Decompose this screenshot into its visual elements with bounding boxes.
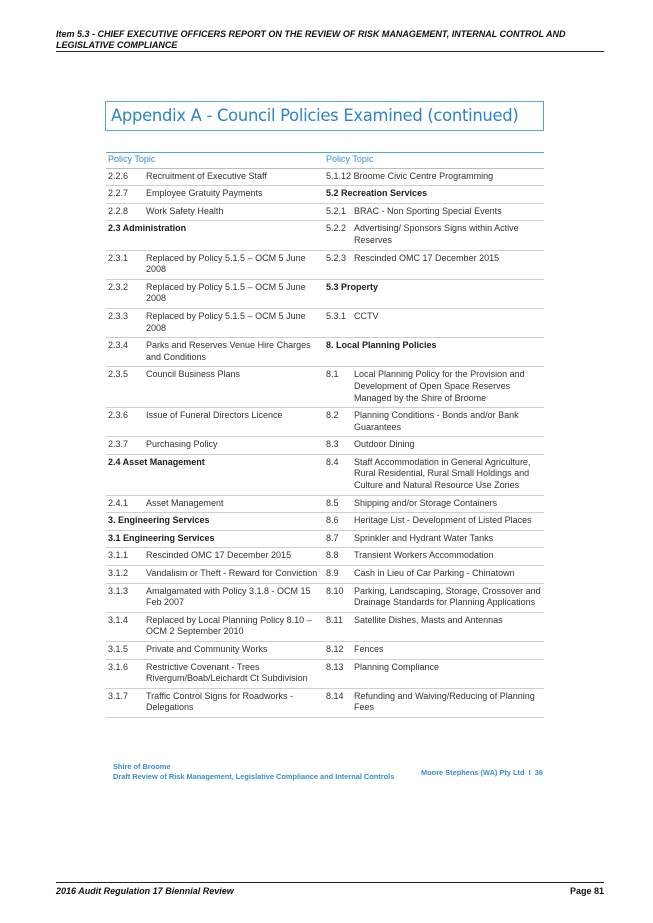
footer-org: Shire of Broome [113,762,171,771]
policy-number: 2.3.7 [106,437,144,455]
appendix-title: Appendix A - Council Policies Examined (continued) [105,101,544,131]
policy-title: Advertising/ Sponsors Signs within Active Reserves [352,221,544,250]
policy-title: Staff Accommodation in General Agriculture, Rural Residential, Rural Small Holdings and Culture and Natural Resource Use Zones [352,454,544,495]
policy-title: Local Planning Policy for the Provision and Development of Open Space Reserves Managed by the Shire of Broome [352,367,544,408]
policy-title: Outdoor Dining [352,437,544,455]
policy-number: 8.14 [324,688,352,717]
table-row [106,168,544,186]
footer-page: 36 [534,768,543,777]
policy-title: Council Business Plans [144,367,324,408]
table-row [106,495,544,513]
policy-title: Private and Community Works [144,642,324,660]
header-divider [56,51,604,52]
table-row [106,530,544,548]
policy-title: Parking, Landscaping, Storage, Crossover and Drainage Standards for Planning Applications [352,583,544,612]
table-row [106,566,544,584]
table-body [106,168,544,717]
table-row [106,454,544,495]
section-heading: 2.3 Administration [106,221,324,250]
policy-number: 3.1.2 [106,566,144,584]
policy-title: Transient Workers Accommodation [352,548,544,566]
policy-number: 8.5 [324,495,352,513]
policy-number: 8.10 [324,583,352,612]
report-footer-right [421,768,543,777]
policy-number: 3.1.3 [106,583,144,612]
policy-number: 8.1 [324,367,352,408]
policy-title: Restrictive Covenant - Trees Rivergum/Boab/Leichardt Ct Subdivision [144,659,324,688]
table-row [106,367,544,408]
footer-divider [56,882,604,883]
policy-title: Shipping and/or Storage Containers [352,495,544,513]
policy-title: Satellite Dishes, Masts and Antennas [352,612,544,641]
agenda-item-header: Item 5.3 - CHIEF EXECUTIVE OFFICERS REPORT ON THE REVIEW OF RISK MANAGEMENT, INTERNAL CONTROL AND LEGISLATIVE COMPLIANCE [56,29,566,50]
policy-title: Work Safety Health [144,203,324,221]
policy-number: 8.3 [324,437,352,455]
policy-title: CCTV [352,308,544,337]
policy-title: Employee Gratuity Payments [144,186,324,204]
footer-separator: I [528,768,531,777]
policy-title: BRAC - Non Sporting Special Events [352,203,544,221]
policy-title: Fences [352,642,544,660]
policy-title: Broome Civic Centre Programming [353,170,494,181]
policy-number: 8.8 [324,548,352,566]
policy-title: Cash in Lieu of Car Parking - Chinatown [352,566,544,584]
table-row [106,437,544,455]
policy-entry [324,168,544,186]
policy-number: 2.3.1 [106,250,144,279]
policy-title: Rescinded OMC 17 December 2015 [352,250,544,279]
policy-title: Replaced by Policy 5.1.5 – OCM 5 June 2008 [144,250,324,279]
policy-number: 3.1.6 [106,659,144,688]
policy-number: 8.4 [324,454,352,495]
table-row [106,186,544,204]
policy-title: Amalgamated with Policy 3.1.8 - OCM 15 Feb 2007 [144,583,324,612]
policy-number: 8.6 [324,513,352,531]
table-row [106,203,544,221]
col2-header: Policy Topic [324,153,544,169]
policy-number: 3.1.4 [106,612,144,641]
policy-title: Sprinkler and Hydrant Water Tanks [352,530,544,548]
policy-number: 8.12 [324,642,352,660]
table-row [106,308,544,337]
policy-number: 5.3.1 [324,308,352,337]
policy-title: Issue of Funeral Directors Licence [144,408,324,437]
table-row [106,279,544,308]
section-heading: 5.3 Property [324,279,544,308]
policy-title: Replaced by Local Planning Policy 8.10 – OCM 2 September 2010 [144,612,324,641]
table-row [106,513,544,531]
policy-title: Asset Management [144,495,324,513]
policy-title: Replaced by Policy 5.1.5 – OCM 5 June 2008 [144,308,324,337]
policy-number: 8.13 [324,659,352,688]
table-row [106,408,544,437]
policy-number: 8.7 [324,530,352,548]
table-row [106,338,544,367]
policy-number: 8.11 [324,612,352,641]
policy-number: 5.2.1 [324,203,352,221]
table-row [106,583,544,612]
policy-title: Traffic Control Signs for Roadworks - Delegations [144,688,324,717]
policy-title: Refunding and Waiving/Reducing of Planning Fees [352,688,544,717]
section-heading: 3. Engineering Services [106,513,324,531]
policy-number: 2.2.6 [106,168,144,186]
policy-title: Replaced by Policy 5.1.5 – OCM 5 June 2008 [144,279,324,308]
policy-number: 2.2.8 [106,203,144,221]
policy-number: 2.4.1 [106,495,144,513]
policy-title: Rescinded OMC 17 December 2015 [144,548,324,566]
table-row [106,548,544,566]
footer-doc-title: Draft Review of Risk Management, Legislative Compliance and Internal Controls [113,772,395,781]
policy-number: 3.1.5 [106,642,144,660]
policy-number: 2.3.5 [106,367,144,408]
table-header-row [106,153,544,169]
table-row [106,642,544,660]
policy-number: 8.2 [324,408,352,437]
policy-title: Purchasing Policy [144,437,324,455]
page-footer-right: Page 81 [569,886,604,896]
policy-title: Planning Compliance [352,659,544,688]
policy-number: 2.3.6 [106,408,144,437]
policy-title: Vandalism or Theft - Reward for Conviction [144,566,324,584]
policy-number: 8.9 [324,566,352,584]
report-footer-left [113,762,394,782]
policies-table [106,152,544,718]
policy-number: 5.1.12 [326,170,352,181]
table-row [106,659,544,688]
section-heading: 5.2 Recreation Services [324,186,544,204]
table-row [106,250,544,279]
section-heading: 2.4 Asset Management [106,454,324,495]
table-row [106,221,544,250]
policy-title: Planning Conditions - Bonds and/or Bank Guarantees [352,408,544,437]
policy-title: Parks and Reserves Venue Hire Charges and Conditions [144,338,324,367]
section-heading: 8. Local Planning Policies [324,338,544,367]
page-footer-left: 2016 Audit Regulation 17 Biennial Review [56,886,234,896]
policy-number: 5.2.3 [324,250,352,279]
policy-number: 3.1.7 [106,688,144,717]
table-row [106,612,544,641]
section-heading: 3.1 Engineering Services [106,530,324,548]
policy-title: Heritage List - Development of Listed Places [352,513,544,531]
policy-title: Recruitment of Executive Staff [144,168,324,186]
policy-number: 3.1.1 [106,548,144,566]
policy-number: 2.3.3 [106,308,144,337]
col1-header: Policy Topic [106,153,324,169]
policy-number: 2.3.4 [106,338,144,367]
policy-number: 2.2.7 [106,186,144,204]
policy-number: 2.3.2 [106,279,144,308]
table-row [106,688,544,717]
policy-number: 5.2.2 [324,221,352,250]
footer-firm: Moore Stephens (WA) Pty Ltd [421,768,525,777]
